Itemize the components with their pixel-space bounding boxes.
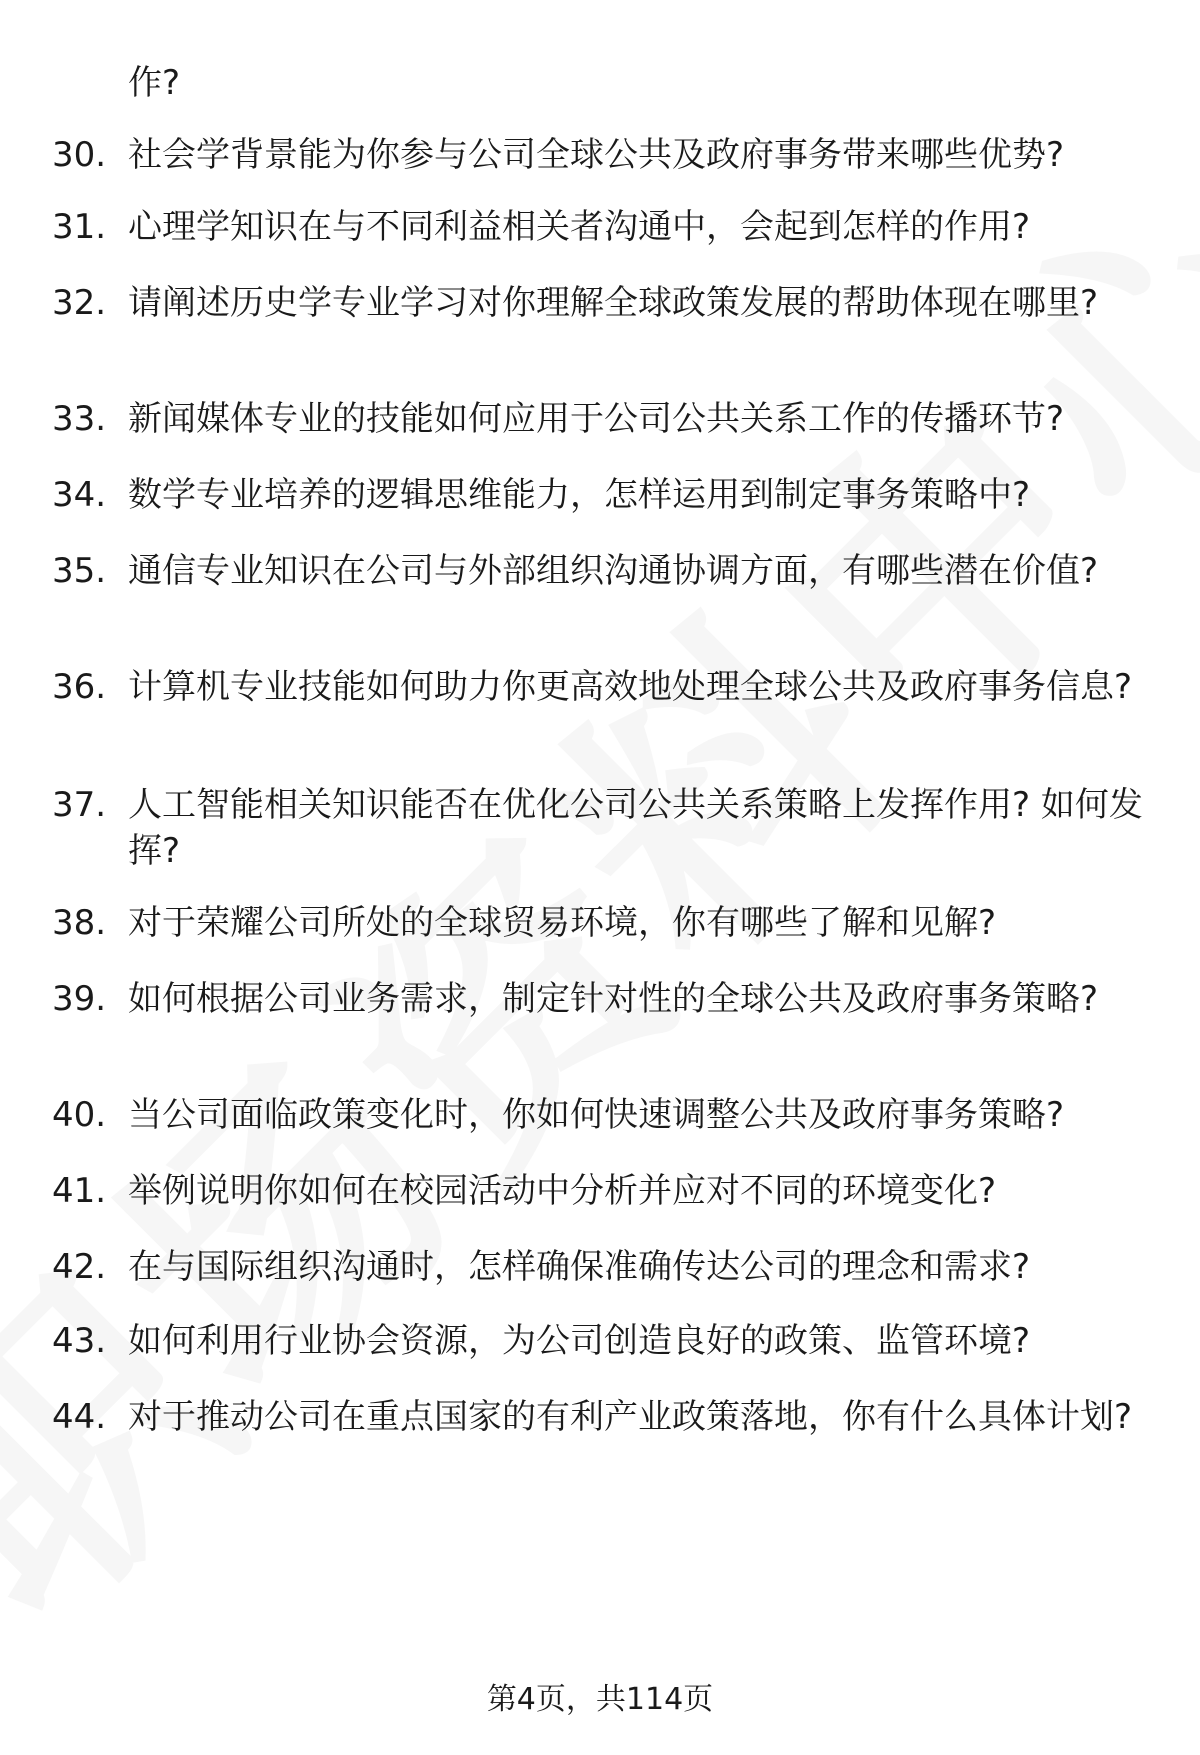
- question-text: 新闻媒体专业的技能如何应用于公司公共关系工作的传播环节?: [128, 399, 1065, 439]
- question-text: 对于推动公司在重点国家的有利产业政策落地，你有什么具体计划?: [128, 1397, 1133, 1437]
- question-number: 33.: [52, 399, 107, 439]
- question-text: 请阐述历史学专业学习对你理解全球政策发展的帮助体现在哪里?: [128, 283, 1099, 323]
- question-text: 心理学知识在与不同利益相关者沟通中，会起到怎样的作用?: [128, 207, 1031, 247]
- question-text: 社会学背景能为你参与公司全球公共及政府事务带来哪些优势?: [128, 135, 1065, 175]
- question-text: 通信专业知识在公司与外部组织沟通协调方面，有哪些潜在价值?: [128, 551, 1099, 591]
- question-text: 举例说明你如何在校园活动中分析并应对不同的环境变化?: [128, 1171, 997, 1211]
- question-text: 人工智能相关知识能否在优化公司公共关系策略上发挥作用? 如何发挥?: [128, 785, 1143, 871]
- question-number: 30.: [52, 135, 107, 175]
- question-number: 31.: [52, 207, 107, 247]
- continued-question-text: 作?: [128, 63, 181, 103]
- question-number: 36.: [52, 667, 107, 707]
- question-number: 42.: [52, 1247, 107, 1287]
- question-number: 41.: [52, 1171, 107, 1211]
- question-number: 39.: [52, 979, 107, 1019]
- question-number: 43.: [52, 1321, 107, 1361]
- question-number: 37.: [52, 785, 107, 825]
- page-footer: 第4页，共114页: [486, 1682, 714, 1717]
- question-number: 38.: [52, 903, 107, 943]
- question-number: 44.: [52, 1397, 107, 1437]
- question-text: 数学专业培养的逻辑思维能力，怎样运用到制定事务策略中?: [128, 475, 1031, 515]
- question-text: 计算机专业技能如何助力你更高效地处理全球公共及政府事务信息?: [128, 667, 1133, 707]
- question-text: 当公司面临政策变化时，你如何快速调整公共及政府事务策略?: [128, 1095, 1065, 1135]
- question-text: 如何根据公司业务需求，制定针对性的全球公共及政府事务策略?: [128, 979, 1099, 1019]
- question-number: 35.: [52, 551, 107, 591]
- question-number: 32.: [52, 283, 107, 323]
- question-text: 在与国际组织沟通时，怎样确保准确传达公司的理念和需求?: [128, 1247, 1031, 1287]
- question-text: 如何利用行业协会资源，为公司创造良好的政策、监管环境?: [128, 1321, 1031, 1361]
- question-text: 对于荣耀公司所处的全球贸易环境，你有哪些了解和见解?: [128, 903, 997, 943]
- question-number: 34.: [52, 475, 107, 515]
- question-number: 40.: [52, 1095, 107, 1135]
